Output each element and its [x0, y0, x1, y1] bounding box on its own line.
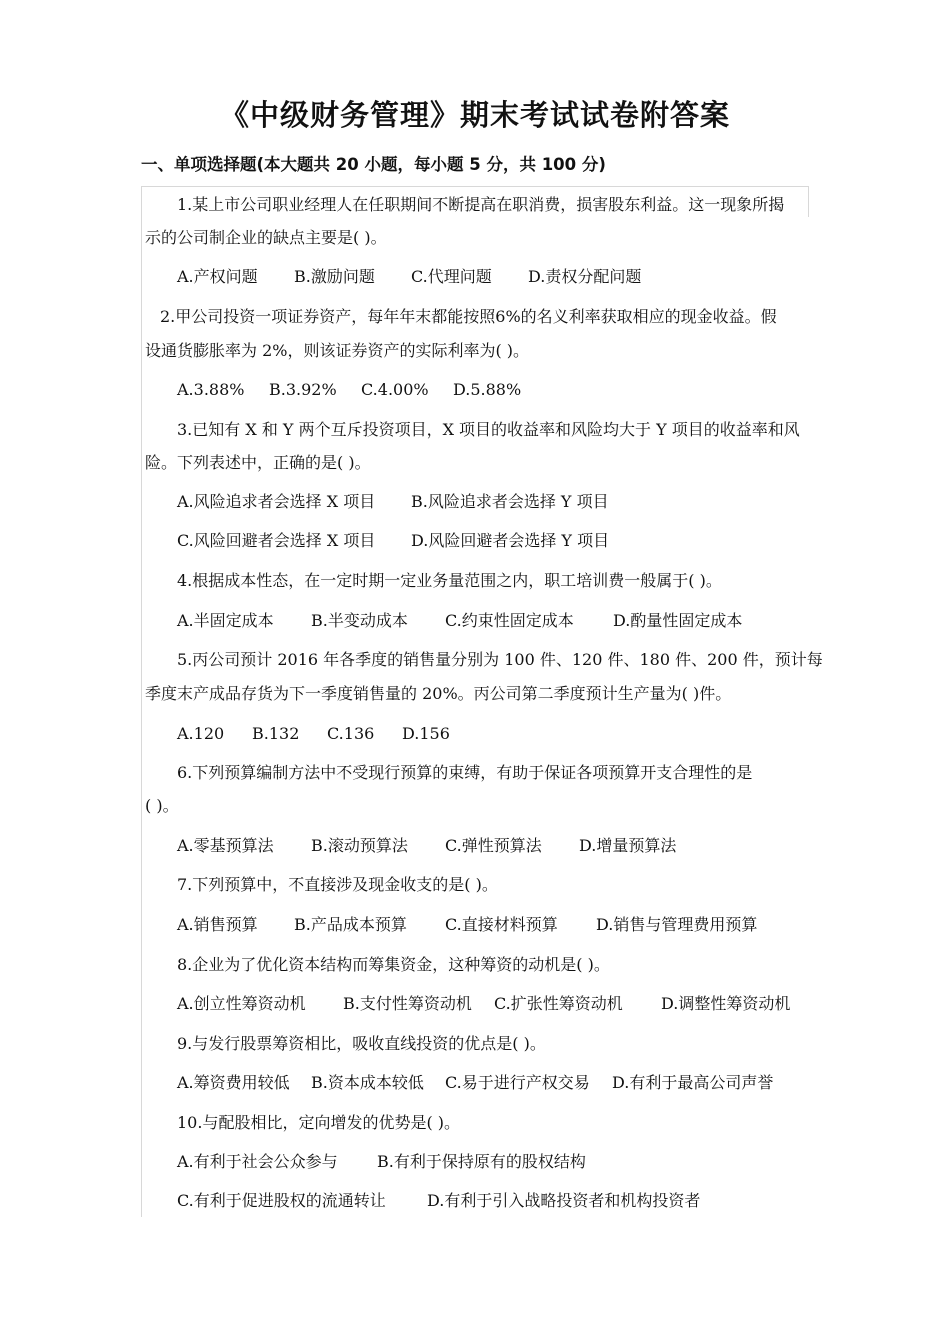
- q1-option-d: D.责权分配问题: [528, 267, 642, 286]
- q1-option-a: A.产权问题: [177, 267, 258, 286]
- q6-option-b: B.滚动预算法: [311, 836, 408, 855]
- q4-option-b: B.半变动成本: [311, 611, 408, 630]
- q5-stem-line1: 5.丙公司预计 2016 年各季度的销售量分别为 100 件、120 件、180 件、200 件，预计每: [177, 650, 823, 669]
- q5-option-a: A.120: [177, 724, 225, 743]
- q2-option-d: D.5.88%: [453, 380, 522, 399]
- q5-option-d: D.156: [402, 724, 450, 743]
- q6-option-c: C.弹性预算法: [445, 836, 542, 855]
- q6-stem-line2: ( )。: [145, 796, 179, 815]
- q3-stem-line2: 险。下列表述中，正确的是( )。: [145, 453, 371, 472]
- q8-option-b: B.支付性筹资动机: [343, 994, 472, 1013]
- q9-option-b: B.资本成本较低: [311, 1073, 424, 1092]
- q2-option-c: C.4.00%: [361, 380, 429, 399]
- q3-options-row2: [177, 531, 609, 551]
- q3-stem-line1: 3.已知有 X 和 Y 两个互斥投资项目，X 项目的收益率和风险均大于 Y 项目的收益率和风: [177, 420, 800, 439]
- q6-stem-line1: 6.下列预算编制方法中不受现行预算的束缚，有助于保证各项预算开支合理性的是: [177, 763, 753, 782]
- q10-option-b: B.有利于保持原有的股权结构: [377, 1152, 586, 1171]
- q7-option-b: B.产品成本预算: [294, 915, 407, 934]
- section-heading: 一、单项选择题(本大题共 20 小题，每小题 5 分，共 100 分): [141, 155, 606, 174]
- q4-option-a: A.半固定成本: [177, 611, 274, 630]
- q3-option-c: C.风险回避者会选择 X 项目: [177, 531, 376, 550]
- q10-option-d: D.有利于引入战略投资者和机构投资者: [427, 1191, 701, 1210]
- q10-stem-line1: 10.与配股相比，定向增发的优势是( )。: [177, 1113, 461, 1132]
- q5-option-b: B.132: [252, 724, 300, 743]
- q7-stem-line1: 7.下列预算中，不直接涉及现金收支的是( )。: [177, 875, 498, 894]
- q4-option-d: D.酌量性固定成本: [613, 611, 743, 630]
- q7-option-c: C.直接材料预算: [445, 915, 558, 934]
- q7-option-a: A.销售预算: [177, 915, 258, 934]
- q8-option-c: C.扩张性筹资动机: [494, 994, 623, 1013]
- q5-option-c: C.136: [327, 724, 375, 743]
- q9-option-c: C.易于进行产权交易: [445, 1073, 590, 1092]
- q5-stem-line2: 季度末产成品存货为下一季度销售量的 20%。丙公司第二季度预计生产量为( )件。: [145, 684, 732, 703]
- q5-options: [177, 724, 450, 744]
- q1-option-b: B.激励问题: [294, 267, 375, 286]
- q9-stem-line1: 9.与发行股票筹资相比，吸收直线投资的优点是( )。: [177, 1034, 546, 1053]
- q7-option-d: D.销售与管理费用预算: [596, 915, 758, 934]
- q6-option-a: A.零基预算法: [177, 836, 274, 855]
- q7-options: [177, 915, 757, 935]
- q8-options: [177, 994, 790, 1014]
- q8-option-d: D.调整性筹资动机: [661, 994, 791, 1013]
- q2-option-a: A.3.88%: [177, 380, 245, 399]
- q4-option-c: C.约束性固定成本: [445, 611, 574, 630]
- q1-stem-line2: 示的公司制企业的缺点主要是( )。: [145, 228, 387, 247]
- q2-options: [177, 380, 521, 400]
- q4-stem-line1: 4.根据成本性态，在一定时期一定业务量范围之内，职工培训费一般属于( )。: [177, 571, 722, 590]
- q10-options-row2: [177, 1191, 700, 1211]
- q3-options-row1: [177, 492, 609, 512]
- q9-options: [177, 1073, 773, 1093]
- q3-option-d: D.风险回避者会选择 Y 项目: [411, 531, 610, 550]
- q4-options: [177, 611, 742, 631]
- q2-stem-line2: 设通货膨胀率为 2%，则该证券资产的实际利率为( )。: [145, 341, 530, 360]
- page-title: 《中级财务管理》期末考试试卷附答案: [219, 98, 730, 132]
- q1-option-c: C.代理问题: [411, 267, 492, 286]
- q2-stem-line1: 2.甲公司投资一项证券资产，每年年末都能按照6%的名义利率获取相应的现金收益。假: [160, 307, 777, 326]
- q10-options-row1: [177, 1152, 586, 1172]
- q3-option-b: B.风险追求者会选择 Y 项目: [411, 492, 609, 511]
- q9-option-a: A.筹资费用较低: [177, 1073, 290, 1092]
- q1-stem-line1: 1.某上市公司职业经理人在任职期间不断提高在职消费，损害股东利益。这一现象所揭: [177, 195, 785, 214]
- q10-option-a: A.有利于社会公众参与: [177, 1152, 338, 1171]
- q1-options: [177, 267, 641, 287]
- q3-option-a: A.风险追求者会选择 X 项目: [177, 492, 376, 511]
- q8-stem-line1: 8.企业为了优化资本结构而筹集资金，这种筹资的动机是( )。: [177, 955, 610, 974]
- q10-option-c: C.有利于促进股权的流通转让: [177, 1191, 386, 1210]
- q2-option-b: B.3.92%: [269, 380, 337, 399]
- q6-options: [177, 836, 676, 856]
- q6-option-d: D.增量预算法: [579, 836, 677, 855]
- q8-option-a: A.创立性筹资动机: [177, 994, 306, 1013]
- q9-option-d: D.有利于最高公司声誉: [612, 1073, 774, 1092]
